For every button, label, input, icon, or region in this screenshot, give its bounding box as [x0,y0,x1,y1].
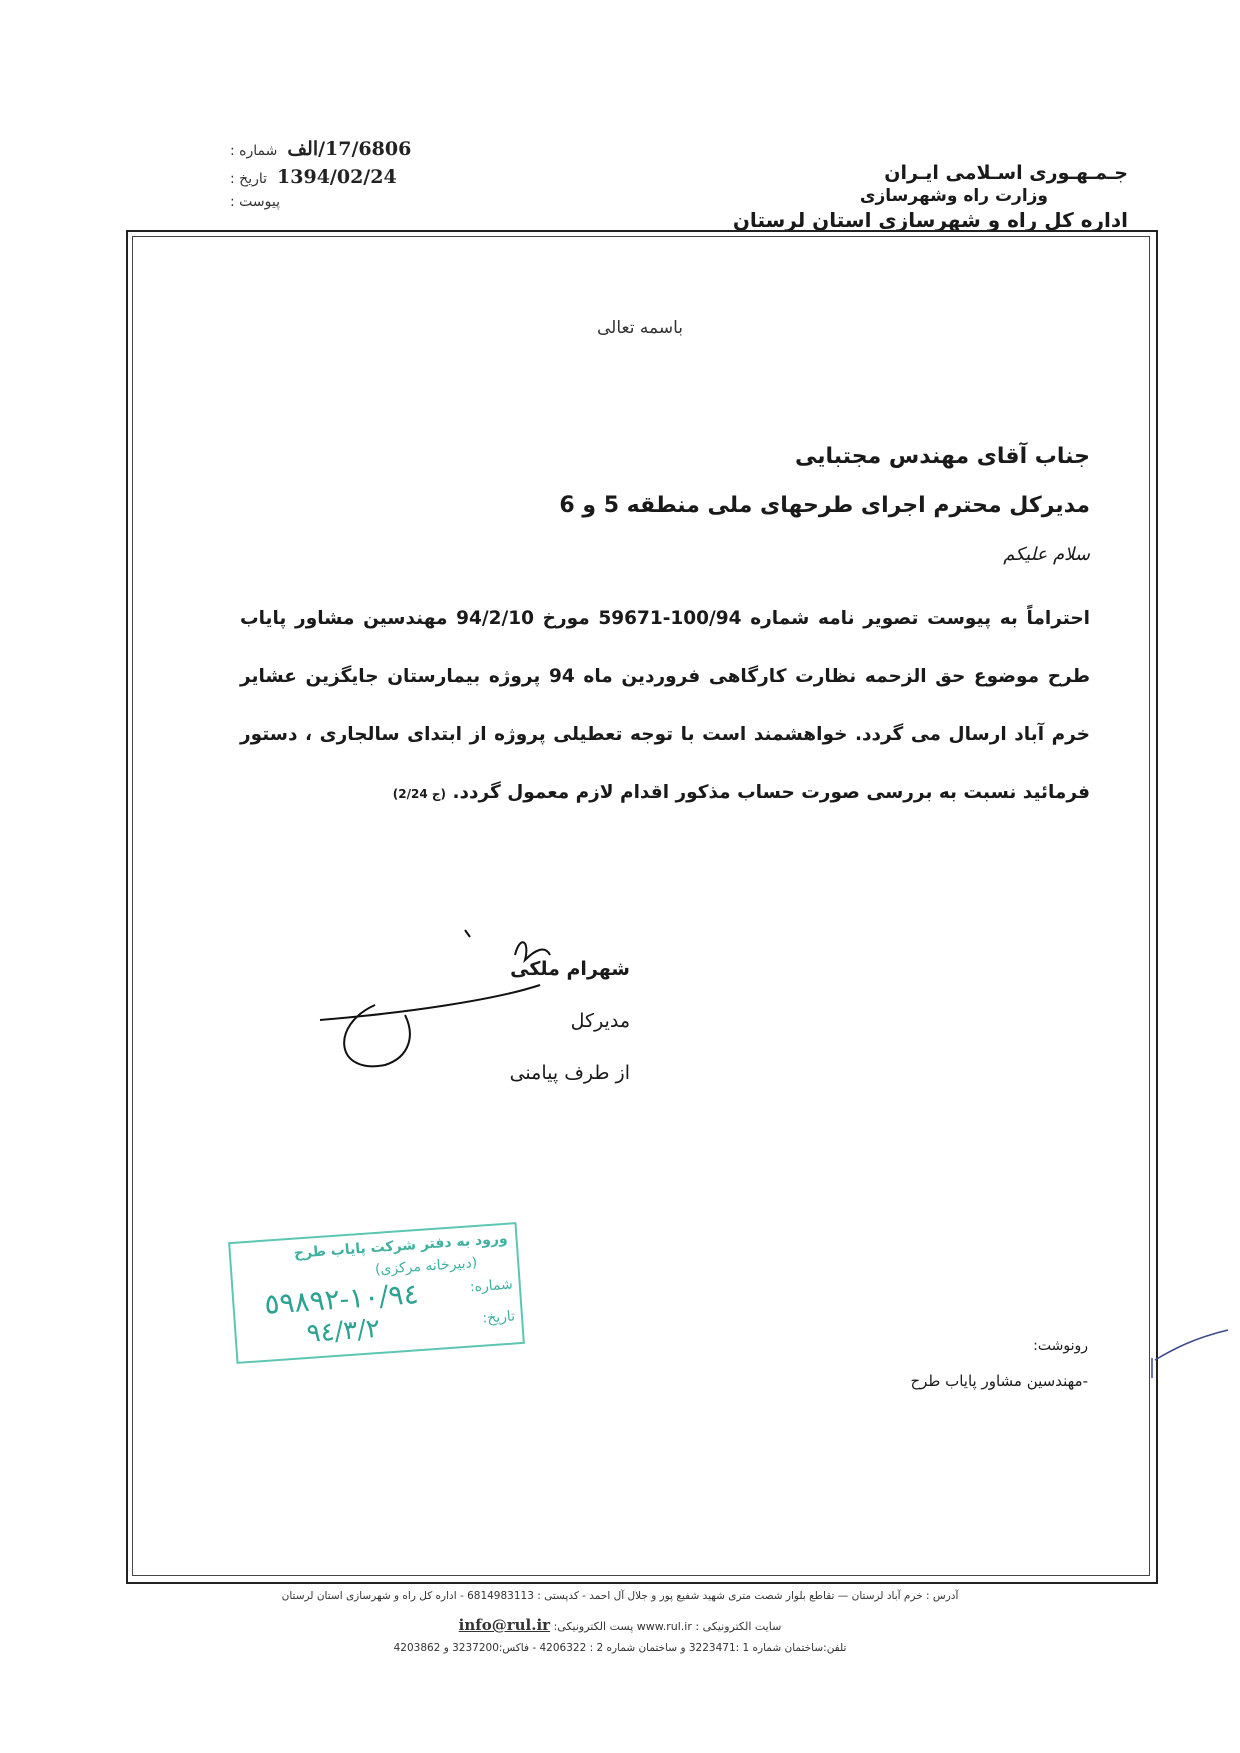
cc-item: -مهندسین مشاور پایاب طرح [910,1372,1088,1390]
footer-phones-text: تلفن:ساختمان شماره 1 :3223471 و ساختمان شماره 2 : 4206322 - فاکس:3237200 و 4203862 [393,1642,847,1654]
stamp-title: ورود به دفتر شرکت پایاب طرح [293,1230,509,1262]
letterhead-line-2: وزارت راه وشهرسازی [859,186,1048,206]
cc-label: رونوشت: [1033,1338,1088,1354]
footer-website-label: سایت الکترونیکی : [695,1620,782,1633]
footer-contact [270,1616,970,1634]
footer-email[interactable]: info@rul.ir [458,1616,551,1634]
signatory-position: مدیرکل [570,1010,630,1032]
letterhead-line-1: جـمـهـوری اسـلامی ایـران [884,162,1128,184]
footer-address-text: آدرس : خرم آباد لرستان — تقاطع بلوار شصت متری شهید شفیع پور و جلال آل احمد - کدپستی : 6814983113 - اداره کل راه و شهرسازی استان لرستان [281,1590,959,1602]
letterhead [708,162,1128,232]
pen-mark [1150,1318,1230,1378]
signatory-name: شهرام ملکی [510,958,630,980]
stamp-date-value: ٩٤/٣/٢ [305,1313,381,1349]
stamp-number-value: ١٠/٩٤-٥٩٨٩٢ [263,1277,420,1321]
bismillah: باسمه تعالی [597,318,683,338]
signatory-on-behalf: از طرف پیامنی [509,1062,630,1084]
letter-body-ref: (ج 2/24) [392,787,447,801]
letter-attachment-row [230,194,440,222]
signature-block [380,958,630,1114]
receipt-stamp [228,1222,525,1364]
letter-info [230,138,440,222]
stamp-subtitle: (دبیرخانه مرکزی) [374,1254,478,1279]
footer-website[interactable]: www.rul.ir [636,1620,692,1633]
footer-phones [270,1642,970,1654]
stamp-number-label: شماره: [469,1276,514,1296]
letter-attachment-label: پیوست : [230,194,280,210]
letter-date-row [230,166,440,194]
letter-body-text: احتراماً به پیوست تصویر نامه شماره 100/94-59671 مورخ 94/2/10 مهندسین مشاور پایاب طرح موضوع حق الزحمه نظارت کارگاهی فروردین ماه 94 پروژه بیمارستان جایگزین عشایر خرم آباد ارسال می گردد. خواهشمند است با توجه تعطیلی پروژه از ابتدای سالجاری ، دستور فرمائید نسبت به بررسی صورت حساب مذکور اقدام لازم معمول گردد. [240,608,1091,803]
footer-address [270,1590,970,1602]
letter-date-value: 1394/02/24 [277,166,397,188]
letter-body [240,590,1090,823]
salutation: سلام علیکم [1003,544,1090,565]
stamp-date-label: تاریخ: [481,1308,516,1327]
letter-number-label: شماره : [230,143,278,159]
recipient-title: مدیرکل محترم اجرای طرحهای ملی منطقه 5 و 6 [559,493,1090,518]
letter-date-label: تاریخ : [230,171,268,187]
recipient-name: جناب آقای مهندس مجتبایی [795,444,1090,469]
letter-number-value: 17/6806/الف [287,138,412,160]
letter-number-row [230,138,440,166]
footer-email-label: پست الکترونیکی: [553,1620,634,1633]
letterhead-line-3: اداره کل راه و شهرسازی استان لرستان [732,208,1128,232]
